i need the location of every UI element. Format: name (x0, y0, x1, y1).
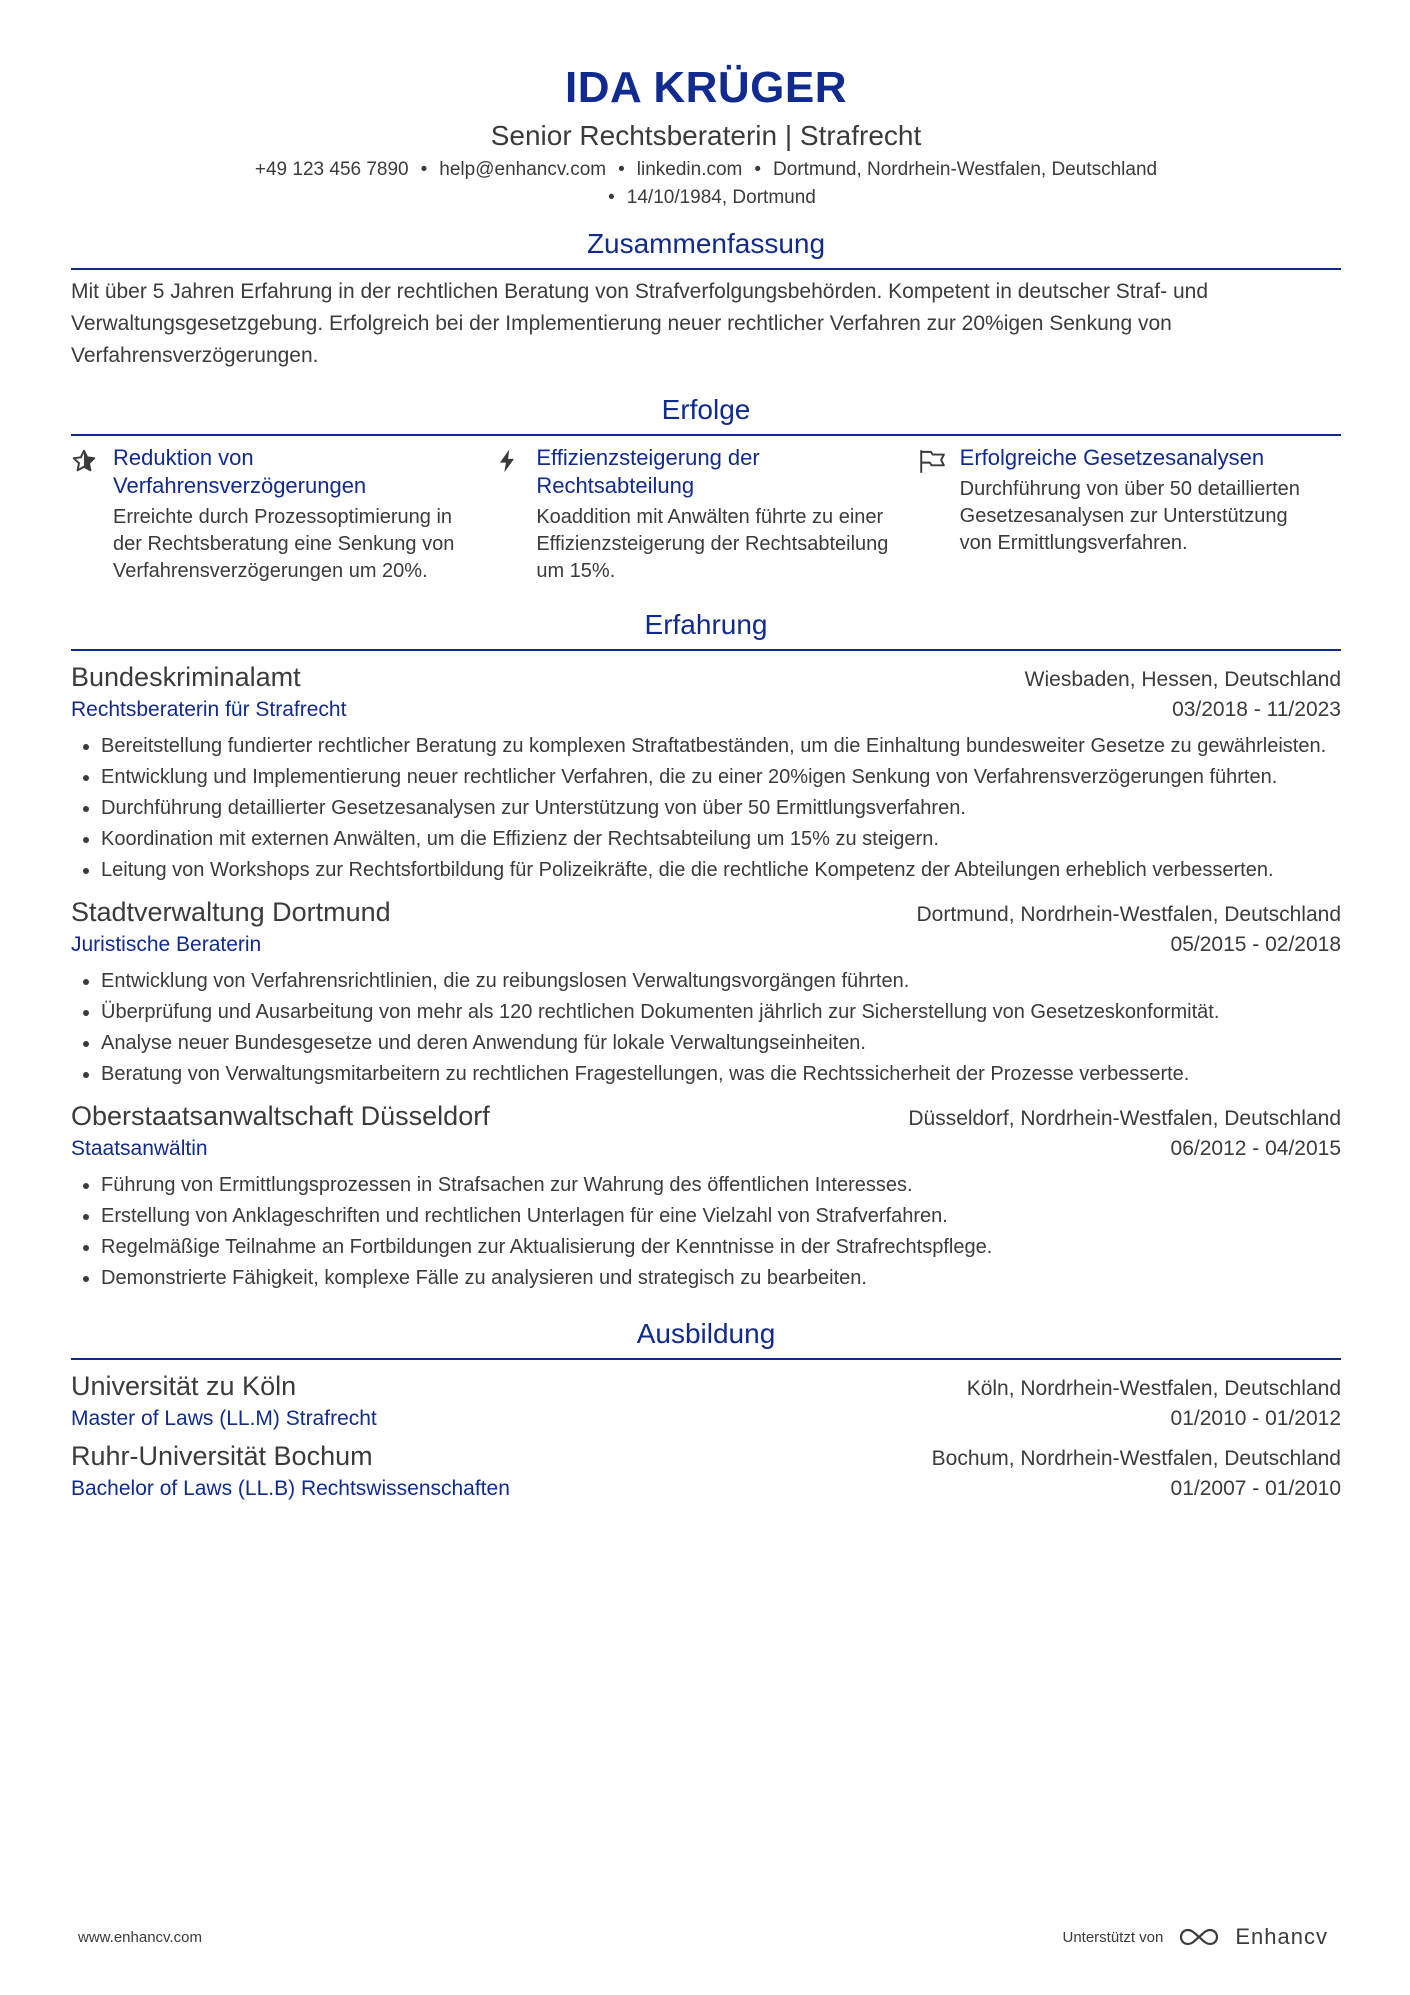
list-item: • Erstellung von Anklageschriften und rechtlichen Unterlagen für eine Vielzahl von Strafverfahren. (101, 1201, 1341, 1232)
candidate-title: Senior Rechtsberaterin | Strafrecht (490, 120, 922, 151)
powered-by (1062, 1924, 1328, 1950)
section-title-experience: Erfahrung (71, 607, 1341, 651)
section-title-achievements: Erfolge (71, 392, 1341, 436)
resume-page (71, 0, 1341, 1504)
website-link[interactable]: www.enhancv.com (78, 1928, 202, 1946)
list-item: • Leitung von Workshops zur Rechtsfortbildung für Polizeikräfte, die die rechtliche Kompetenz der Abteilungen erheblich verbesserten. (101, 855, 1341, 886)
job-role: Rechtsberaterin für Strafrecht (71, 698, 347, 721)
separator-dot: • (420, 159, 428, 180)
resume-header (71, 62, 1341, 212)
list-item: • Entwicklung und Implementierung neuer rechtlicher Verfahren, die zu einer 20%igen Senkung von Verfahrensverzögerungen führten. (101, 762, 1341, 793)
job-location: Wiesbaden, Hessen, Deutschland (1024, 668, 1341, 691)
list-item: • Überprüfung und Ausarbeitung von mehr als 120 rechtlichen Dokumenten jährlich zur Sicherstellung von Gesetzeskonformität. (101, 997, 1341, 1028)
achievement-text: Koaddition mit Anwälten führte zu einer Effizienzsteigerung der Rechtsabteilung um 15%. (536, 506, 889, 582)
list-item: • Bereitstellung fundierter rechtlicher Beratung zu komplexen Straftatbeständen, um die Einhaltung bundesweiter Gesetze zu gewährleisten. (101, 731, 1341, 762)
education-entry (71, 1368, 1341, 1434)
school-location: Bochum, Nordrhein-Westfalen, Deutschland (931, 1447, 1341, 1470)
job-company: Bundeskriminalamt (71, 662, 301, 692)
job-bullets (71, 1170, 1341, 1294)
job-dates: 06/2012 - 04/2015 (1170, 1137, 1341, 1160)
job-entry (71, 1098, 1341, 1294)
job-role: Staatsanwältin (71, 1137, 208, 1160)
bolt-icon (494, 444, 536, 585)
job-entry (71, 894, 1341, 1090)
achievement-title: Reduktion von Verfahrensverzögerungen (113, 445, 367, 498)
page-footer (78, 1924, 1328, 1950)
achievements-section (71, 392, 1341, 585)
job-company: Stadtverwaltung Dortmund (71, 897, 391, 927)
brand-name: Enhancv (1235, 1924, 1328, 1949)
job-location: Düsseldorf, Nordrhein-Westfalen, Deutschland (908, 1107, 1341, 1130)
separator-dot: • (608, 187, 615, 208)
email-link[interactable]: help@enhancv.com (439, 159, 607, 180)
location: Dortmund, Nordrhein-Westfalen, Deutschland (773, 159, 1158, 180)
separator-dot: • (618, 159, 625, 180)
summary-section (71, 226, 1341, 372)
section-title-education: Ausbildung (71, 1316, 1341, 1360)
candidate-name: IDA KRÜGER (564, 63, 848, 112)
list-item: • Durchführung detaillierter Gesetzesanalysen zur Unterstützung von über 50 Ermittlungsverfahren. (101, 793, 1341, 824)
phone: +49 123 456 7890 (254, 159, 409, 180)
list-item: • Koordination mit externen Anwälten, um die Effizienz der Rechtsabteilung um 15% zu steigern. (101, 824, 1341, 855)
school-name: Universität zu Köln (71, 1371, 297, 1401)
education-dates: 01/2007 - 01/2010 (1170, 1477, 1341, 1500)
job-entry (71, 659, 1341, 886)
job-bullets (71, 731, 1341, 886)
achievement-text: Durchführung von über 50 detaillierten Gesetzesanalysen zur Unterstützung von Ermittlungsverfahren. (959, 478, 1300, 554)
achievement-item (71, 444, 494, 585)
list-item: • Beratung von Verwaltungsmitarbeitern zu rechtlichen Fragestellungen, was die Rechtssicherheit der Prozesse verbesserte. (101, 1059, 1341, 1090)
linkedin-link[interactable]: linkedin.com (636, 159, 743, 180)
job-role: Juristische Beraterin (71, 933, 262, 956)
flag-icon (918, 444, 960, 585)
achievement-title: Effizienzsteigerung der Rechtsabteilung (536, 445, 760, 498)
education-section (71, 1316, 1341, 1504)
job-company: Oberstaatsanwaltschaft Düsseldorf (71, 1101, 490, 1131)
achievement-title: Erfolgreiche Gesetzesanalysen (959, 445, 1265, 470)
experience-section (71, 607, 1341, 1294)
school-name: Ruhr-Universität Bochum (71, 1441, 373, 1471)
degree: Master of Laws (LL.M) Strafrecht (71, 1407, 377, 1430)
job-bullets (71, 966, 1341, 1090)
star-icon (71, 444, 113, 585)
list-item: • Analyse neuer Bundesgesetze und deren Anwendung für lokale Verwaltungseinheiten. (101, 1028, 1341, 1059)
school-location: Köln, Nordrhein-Westfalen, Deutschland (966, 1377, 1341, 1400)
list-item: • Entwicklung von Verfahrensrichtlinien, die zu reibungslosen Verwaltungsvorgängen führten. (101, 966, 1341, 997)
achievement-item (918, 444, 1341, 585)
enhancv-logo-icon (1177, 1925, 1221, 1949)
job-location: Dortmund, Nordrhein-Westfalen, Deutschland (916, 903, 1341, 926)
achievement-text: Erreichte durch Prozessoptimierung in der Rechtsberatung eine Senkung von Verfahrensverzögerungen um 20%. (113, 506, 455, 582)
section-title-summary: Zusammenfassung (71, 226, 1341, 270)
education-dates: 01/2010 - 01/2012 (1170, 1407, 1341, 1430)
job-dates: 03/2018 - 11/2023 (1172, 698, 1341, 721)
job-dates: 05/2015 - 02/2018 (1170, 933, 1341, 956)
summary-text: Mit über 5 Jahren Erfahrung in der rechtlichen Beratung von Strafverfolgungsbehörden. Kompetent in deutscher Straf- und Verwaltungsgesetzgebung. Erfolgreich bei der Implementierung neuer rechtlicher Verfahren zur 20%igen Senkung von Verfahrensverzögerungen. (71, 280, 1209, 367)
list-item: • Führung von Ermittlungsprozessen in Strafsachen zur Wahrung des öffentlichen Interesses. (101, 1170, 1341, 1201)
achievement-item (494, 444, 917, 585)
degree: Bachelor of Laws (LL.B) Rechtswissenschaften (71, 1477, 510, 1500)
powered-by-label: Unterstützt von (1062, 1928, 1164, 1946)
list-item: • Regelmäßige Teilnahme an Fortbildungen zur Aktualisierung der Kenntnisse in der Strafrechtspflege. (101, 1232, 1341, 1263)
separator-dot: • (754, 159, 762, 180)
contact-info (71, 156, 1341, 212)
education-entry (71, 1438, 1341, 1504)
birth-info: 14/10/1984, Dortmund (626, 187, 816, 208)
list-item: • Demonstrierte Fähigkeit, komplexe Fälle zu analysieren und strategisch zu bearbeiten. (101, 1263, 1341, 1294)
